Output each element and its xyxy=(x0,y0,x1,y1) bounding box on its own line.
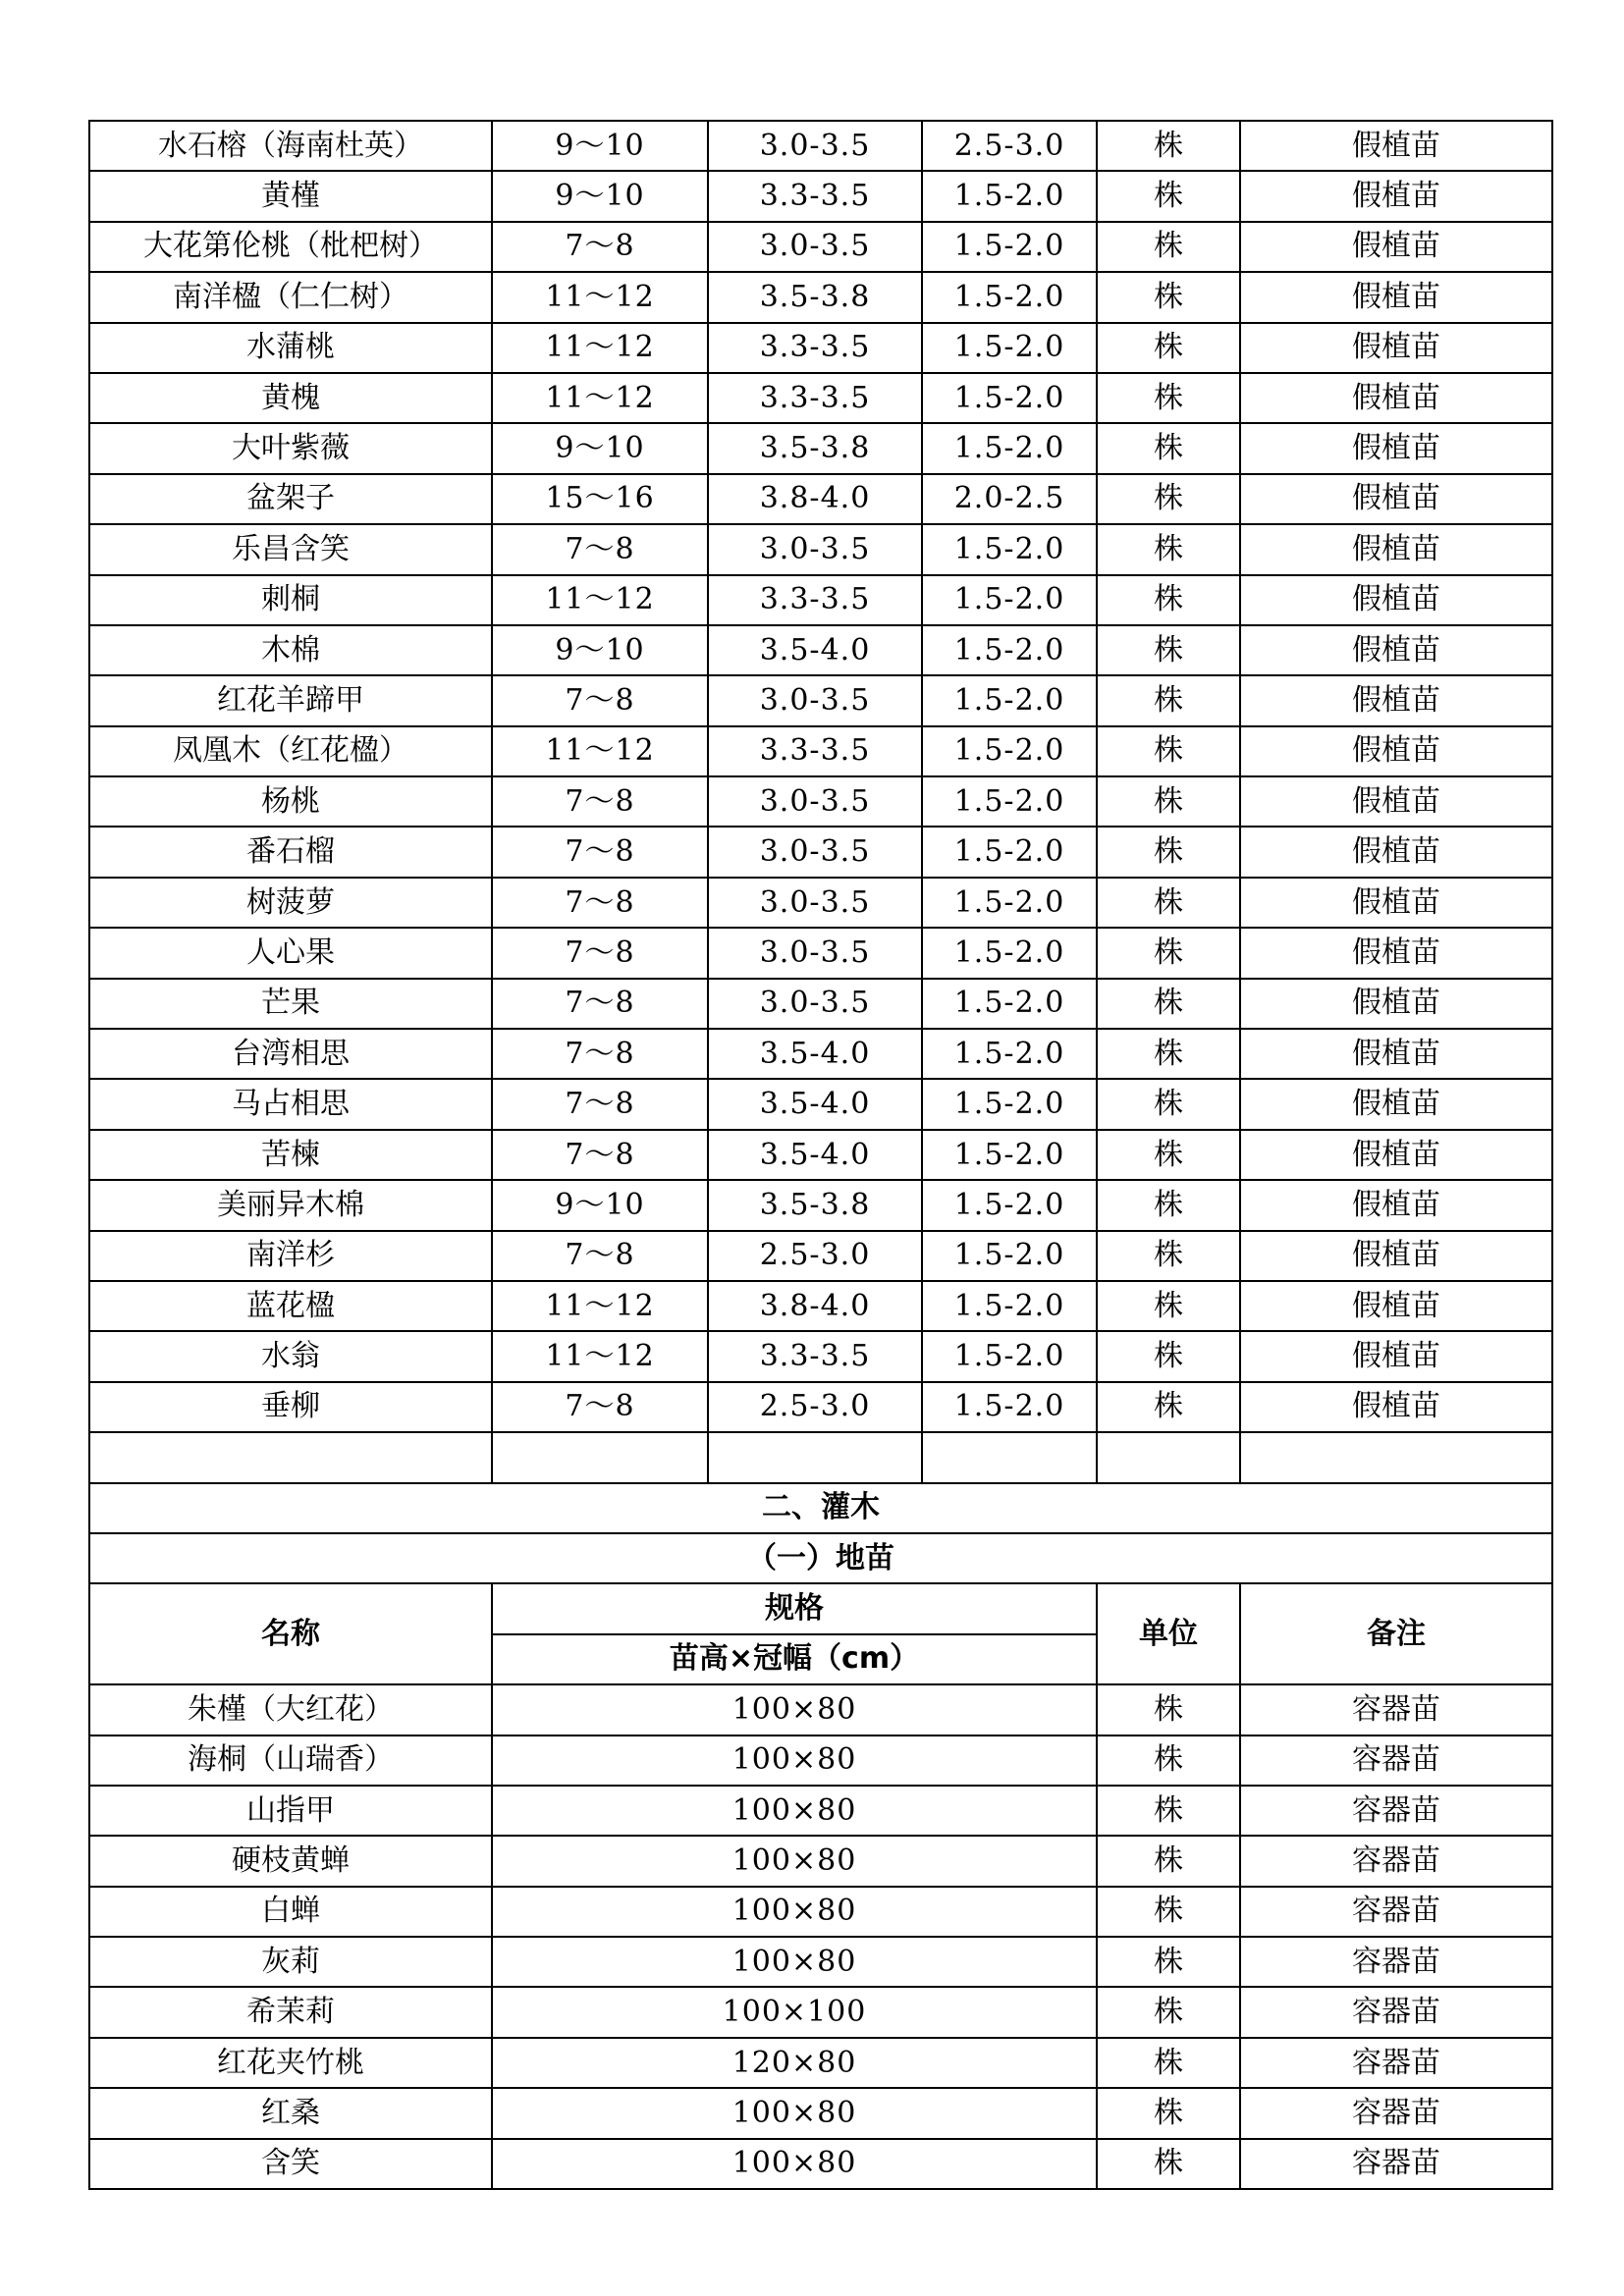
tree-row xyxy=(89,272,1552,322)
shrub-spec-cell: 100×80 xyxy=(492,2139,1097,2189)
tree-crown-cell: 1.5-2.0 xyxy=(922,827,1097,877)
tree-name-cell: 大叶紫薇 xyxy=(89,423,492,473)
shrub-unit-cell: 株 xyxy=(1097,2139,1240,2189)
tree-note-cell: 假植苗 xyxy=(1240,827,1552,877)
tree-diameter-cell: 7～8 xyxy=(492,1382,708,1432)
header-name: 名称 xyxy=(89,1583,492,1684)
shrub-header-row xyxy=(89,1583,1552,1633)
tree-crown-cell: 1.5-2.0 xyxy=(922,1180,1097,1230)
tree-unit-cell: 株 xyxy=(1097,625,1240,675)
tree-unit-cell: 株 xyxy=(1097,1079,1240,1129)
shrub-spec-cell: 120×80 xyxy=(492,2038,1097,2088)
header-spec-sub: 苗高×冠幅（cm） xyxy=(492,1634,1097,1684)
tree-diameter-cell: 7～8 xyxy=(492,928,708,978)
shrub-row xyxy=(89,1887,1552,1937)
tree-row xyxy=(89,1231,1552,1281)
shrub-row xyxy=(89,1735,1552,1786)
tree-diameter-cell: 9～10 xyxy=(492,121,708,171)
tree-name-cell: 苦楝 xyxy=(89,1130,492,1180)
tree-unit-cell: 株 xyxy=(1097,272,1240,322)
tree-row xyxy=(89,474,1552,524)
tree-note-cell: 假植苗 xyxy=(1240,524,1552,574)
tree-crown-cell: 1.5-2.0 xyxy=(922,1130,1097,1180)
shrub-row xyxy=(89,1836,1552,1886)
table-body xyxy=(89,121,1552,2189)
tree-diameter-cell: 7～8 xyxy=(492,222,708,272)
shrub-spec-cell: 100×80 xyxy=(492,1735,1097,1786)
subsection-row xyxy=(89,1533,1552,1583)
tree-diameter-cell: 7～8 xyxy=(492,1029,708,1079)
tree-row xyxy=(89,625,1552,675)
shrub-name-cell: 灰莉 xyxy=(89,1937,492,1987)
tree-name-cell: 树菠萝 xyxy=(89,878,492,928)
tree-name-cell: 人心果 xyxy=(89,928,492,978)
tree-unit-cell: 株 xyxy=(1097,222,1240,272)
tree-crown-cell: 1.5-2.0 xyxy=(922,373,1097,423)
tree-note-cell: 假植苗 xyxy=(1240,373,1552,423)
tree-height-cell: 3.3-3.5 xyxy=(708,575,922,625)
tree-note-cell: 假植苗 xyxy=(1240,575,1552,625)
tree-height-cell: 3.0-3.5 xyxy=(708,524,922,574)
tree-diameter-cell: 7～8 xyxy=(492,524,708,574)
tree-crown-cell: 1.5-2.0 xyxy=(922,272,1097,322)
tree-name-cell: 木棉 xyxy=(89,625,492,675)
tree-unit-cell: 株 xyxy=(1097,373,1240,423)
empty-row xyxy=(89,1432,1552,1482)
tree-height-cell: 3.5-4.0 xyxy=(708,1130,922,1180)
tree-diameter-cell: 7～8 xyxy=(492,1079,708,1129)
tree-height-cell: 3.8-4.0 xyxy=(708,1281,922,1331)
shrub-unit-cell: 株 xyxy=(1097,2038,1240,2088)
tree-note-cell: 假植苗 xyxy=(1240,979,1552,1029)
tree-height-cell: 3.5-4.0 xyxy=(708,625,922,675)
shrub-note-cell: 容器苗 xyxy=(1240,2139,1552,2189)
tree-crown-cell: 1.5-2.0 xyxy=(922,1382,1097,1432)
section-title: 二、灌木 xyxy=(89,1483,1552,1533)
tree-diameter-cell: 7～8 xyxy=(492,675,708,725)
shrub-spec-cell: 100×80 xyxy=(492,1887,1097,1937)
shrub-unit-cell: 株 xyxy=(1097,1987,1240,2037)
shrub-row xyxy=(89,2038,1552,2088)
tree-name-cell: 刺桐 xyxy=(89,575,492,625)
shrub-note-cell: 容器苗 xyxy=(1240,1836,1552,1886)
tree-crown-cell: 1.5-2.0 xyxy=(922,726,1097,776)
tree-height-cell: 3.3-3.5 xyxy=(708,726,922,776)
tree-row xyxy=(89,1029,1552,1079)
shrub-name-cell: 红花夹竹桃 xyxy=(89,2038,492,2088)
tree-unit-cell: 株 xyxy=(1097,827,1240,877)
tree-crown-cell: 1.5-2.0 xyxy=(922,222,1097,272)
tree-height-cell: 3.3-3.5 xyxy=(708,373,922,423)
tree-unit-cell: 株 xyxy=(1097,928,1240,978)
shrub-unit-cell: 株 xyxy=(1097,2088,1240,2138)
tree-crown-cell: 1.5-2.0 xyxy=(922,423,1097,473)
tree-diameter-cell: 11～12 xyxy=(492,1281,708,1331)
tree-note-cell: 假植苗 xyxy=(1240,878,1552,928)
tree-note-cell: 假植苗 xyxy=(1240,1079,1552,1129)
tree-unit-cell: 株 xyxy=(1097,878,1240,928)
tree-crown-cell: 1.5-2.0 xyxy=(922,1281,1097,1331)
shrub-unit-cell: 株 xyxy=(1097,1887,1240,1937)
tree-name-cell: 黄槿 xyxy=(89,171,492,221)
tree-diameter-cell: 7～8 xyxy=(492,776,708,827)
tree-row xyxy=(89,121,1552,171)
tree-note-cell: 假植苗 xyxy=(1240,171,1552,221)
shrub-row xyxy=(89,1937,1552,1987)
shrub-spec-cell: 100×80 xyxy=(492,1937,1097,1987)
empty-cell xyxy=(89,1432,492,1482)
tree-unit-cell: 株 xyxy=(1097,423,1240,473)
shrub-note-cell: 容器苗 xyxy=(1240,2088,1552,2138)
tree-note-cell: 假植苗 xyxy=(1240,1331,1552,1381)
tree-name-cell: 马占相思 xyxy=(89,1079,492,1129)
tree-unit-cell: 株 xyxy=(1097,524,1240,574)
tree-row xyxy=(89,1331,1552,1381)
tree-height-cell: 3.3-3.5 xyxy=(708,323,922,373)
tree-name-cell: 南洋杉 xyxy=(89,1231,492,1281)
tree-row xyxy=(89,1130,1552,1180)
shrub-name-cell: 含笑 xyxy=(89,2139,492,2189)
tree-diameter-cell: 7～8 xyxy=(492,1231,708,1281)
tree-diameter-cell: 9～10 xyxy=(492,171,708,221)
tree-height-cell: 3.0-3.5 xyxy=(708,928,922,978)
tree-note-cell: 假植苗 xyxy=(1240,776,1552,827)
tree-name-cell: 红花羊蹄甲 xyxy=(89,675,492,725)
tree-diameter-cell: 11～12 xyxy=(492,726,708,776)
shrub-row xyxy=(89,1684,1552,1735)
tree-diameter-cell: 9～10 xyxy=(492,625,708,675)
empty-cell xyxy=(922,1432,1097,1482)
tree-crown-cell: 1.5-2.0 xyxy=(922,1079,1097,1129)
tree-row xyxy=(89,675,1552,725)
shrub-spec-cell: 100×100 xyxy=(492,1987,1097,2037)
tree-row xyxy=(89,575,1552,625)
shrub-note-cell: 容器苗 xyxy=(1240,2038,1552,2088)
tree-name-cell: 杨桃 xyxy=(89,776,492,827)
tree-diameter-cell: 9～10 xyxy=(492,423,708,473)
tree-name-cell: 水石榕（海南杜英） xyxy=(89,121,492,171)
tree-note-cell: 假植苗 xyxy=(1240,272,1552,322)
tree-height-cell: 3.0-3.5 xyxy=(708,776,922,827)
tree-height-cell: 3.5-3.8 xyxy=(708,1180,922,1230)
tree-note-cell: 假植苗 xyxy=(1240,474,1552,524)
tree-height-cell: 3.0-3.5 xyxy=(708,222,922,272)
tree-height-cell: 3.5-3.8 xyxy=(708,272,922,322)
shrub-unit-cell: 株 xyxy=(1097,1735,1240,1786)
tree-note-cell: 假植苗 xyxy=(1240,1130,1552,1180)
shrub-note-cell: 容器苗 xyxy=(1240,1987,1552,2037)
tree-crown-cell: 1.5-2.0 xyxy=(922,575,1097,625)
tree-name-cell: 乐昌含笑 xyxy=(89,524,492,574)
tree-row xyxy=(89,373,1552,423)
tree-height-cell: 3.0-3.5 xyxy=(708,827,922,877)
header-note: 备注 xyxy=(1240,1583,1552,1684)
tree-height-cell: 3.5-4.0 xyxy=(708,1079,922,1129)
tree-height-cell: 2.5-3.0 xyxy=(708,1382,922,1432)
shrub-name-cell: 山指甲 xyxy=(89,1786,492,1836)
tree-row xyxy=(89,1180,1552,1230)
tree-crown-cell: 1.5-2.0 xyxy=(922,625,1097,675)
tree-crown-cell: 1.5-2.0 xyxy=(922,878,1097,928)
tree-diameter-cell: 11～12 xyxy=(492,373,708,423)
tree-unit-cell: 株 xyxy=(1097,675,1240,725)
tree-crown-cell: 2.5-3.0 xyxy=(922,121,1097,171)
shrub-note-cell: 容器苗 xyxy=(1240,1887,1552,1937)
shrub-name-cell: 红桑 xyxy=(89,2088,492,2138)
tree-note-cell: 假植苗 xyxy=(1240,1180,1552,1230)
tree-height-cell: 3.0-3.5 xyxy=(708,675,922,725)
shrub-unit-cell: 株 xyxy=(1097,1684,1240,1735)
tree-diameter-cell: 11～12 xyxy=(492,575,708,625)
tree-crown-cell: 1.5-2.0 xyxy=(922,1029,1097,1079)
tree-unit-cell: 株 xyxy=(1097,575,1240,625)
tree-crown-cell: 1.5-2.0 xyxy=(922,776,1097,827)
tree-row xyxy=(89,726,1552,776)
shrub-name-cell: 海桐（山瑞香） xyxy=(89,1735,492,1786)
tree-note-cell: 假植苗 xyxy=(1240,423,1552,473)
tree-row xyxy=(89,928,1552,978)
shrub-row xyxy=(89,1786,1552,1836)
tree-name-cell: 大花第伦桃（枇杷树） xyxy=(89,222,492,272)
tree-row xyxy=(89,222,1552,272)
shrub-unit-cell: 株 xyxy=(1097,1786,1240,1836)
tree-unit-cell: 株 xyxy=(1097,979,1240,1029)
tree-unit-cell: 株 xyxy=(1097,1180,1240,1230)
shrub-row xyxy=(89,2139,1552,2189)
header-unit: 单位 xyxy=(1097,1583,1240,1684)
plant-table xyxy=(88,120,1553,2190)
tree-unit-cell: 株 xyxy=(1097,1331,1240,1381)
shrub-spec-cell: 100×80 xyxy=(492,1836,1097,1886)
tree-row xyxy=(89,423,1552,473)
tree-name-cell: 台湾相思 xyxy=(89,1029,492,1079)
tree-crown-cell: 1.5-2.0 xyxy=(922,928,1097,978)
tree-name-cell: 南洋楹（仁仁树） xyxy=(89,272,492,322)
tree-name-cell: 芒果 xyxy=(89,979,492,1029)
shrub-note-cell: 容器苗 xyxy=(1240,1684,1552,1735)
tree-unit-cell: 株 xyxy=(1097,1029,1240,1079)
tree-row xyxy=(89,1281,1552,1331)
shrub-unit-cell: 株 xyxy=(1097,1836,1240,1886)
tree-name-cell: 水翁 xyxy=(89,1331,492,1381)
tree-crown-cell: 2.0-2.5 xyxy=(922,474,1097,524)
tree-height-cell: 3.8-4.0 xyxy=(708,474,922,524)
tree-height-cell: 3.0-3.5 xyxy=(708,121,922,171)
tree-crown-cell: 1.5-2.0 xyxy=(922,1331,1097,1381)
tree-note-cell: 假植苗 xyxy=(1240,1281,1552,1331)
tree-name-cell: 垂柳 xyxy=(89,1382,492,1432)
shrub-note-cell: 容器苗 xyxy=(1240,1786,1552,1836)
tree-diameter-cell: 7～8 xyxy=(492,878,708,928)
shrub-row xyxy=(89,2088,1552,2138)
shrub-note-cell: 容器苗 xyxy=(1240,1937,1552,1987)
empty-cell xyxy=(1097,1432,1240,1482)
section-row xyxy=(89,1483,1552,1533)
tree-row xyxy=(89,776,1552,827)
shrub-name-cell: 朱槿（大红花） xyxy=(89,1684,492,1735)
shrub-spec-cell: 100×80 xyxy=(492,2088,1097,2138)
shrub-unit-cell: 株 xyxy=(1097,1937,1240,1987)
tree-unit-cell: 株 xyxy=(1097,1231,1240,1281)
shrub-name-cell: 白蝉 xyxy=(89,1887,492,1937)
tree-row xyxy=(89,1079,1552,1129)
tree-unit-cell: 株 xyxy=(1097,1281,1240,1331)
subsection-title: （一）地苗 xyxy=(89,1533,1552,1583)
tree-diameter-cell: 9～10 xyxy=(492,1180,708,1230)
tree-name-cell: 凤凰木（红花楹） xyxy=(89,726,492,776)
tree-unit-cell: 株 xyxy=(1097,1382,1240,1432)
tree-row xyxy=(89,323,1552,373)
tree-unit-cell: 株 xyxy=(1097,121,1240,171)
tree-note-cell: 假植苗 xyxy=(1240,222,1552,272)
empty-cell xyxy=(492,1432,708,1482)
tree-row xyxy=(89,524,1552,574)
tree-name-cell: 美丽异木棉 xyxy=(89,1180,492,1230)
shrub-row xyxy=(89,1987,1552,2037)
tree-row xyxy=(89,878,1552,928)
tree-row xyxy=(89,827,1552,877)
tree-note-cell: 假植苗 xyxy=(1240,928,1552,978)
tree-unit-cell: 株 xyxy=(1097,776,1240,827)
shrub-spec-cell: 100×80 xyxy=(492,1786,1097,1836)
tree-diameter-cell: 7～8 xyxy=(492,1130,708,1180)
tree-crown-cell: 1.5-2.0 xyxy=(922,1231,1097,1281)
tree-height-cell: 3.0-3.5 xyxy=(708,979,922,1029)
tree-unit-cell: 株 xyxy=(1097,171,1240,221)
tree-diameter-cell: 15～16 xyxy=(492,474,708,524)
tree-crown-cell: 1.5-2.0 xyxy=(922,524,1097,574)
tree-height-cell: 3.0-3.5 xyxy=(708,878,922,928)
tree-height-cell: 2.5-3.0 xyxy=(708,1231,922,1281)
tree-crown-cell: 1.5-2.0 xyxy=(922,979,1097,1029)
tree-note-cell: 假植苗 xyxy=(1240,726,1552,776)
tree-name-cell: 盆架子 xyxy=(89,474,492,524)
tree-unit-cell: 株 xyxy=(1097,323,1240,373)
header-spec: 规格 xyxy=(492,1583,1097,1633)
tree-note-cell: 假植苗 xyxy=(1240,323,1552,373)
tree-height-cell: 3.3-3.5 xyxy=(708,1331,922,1381)
shrub-name-cell: 硬枝黄蝉 xyxy=(89,1836,492,1886)
tree-note-cell: 假植苗 xyxy=(1240,121,1552,171)
tree-note-cell: 假植苗 xyxy=(1240,625,1552,675)
tree-name-cell: 水蒲桃 xyxy=(89,323,492,373)
tree-unit-cell: 株 xyxy=(1097,1130,1240,1180)
tree-unit-cell: 株 xyxy=(1097,474,1240,524)
empty-cell xyxy=(1240,1432,1552,1482)
tree-diameter-cell: 7～8 xyxy=(492,827,708,877)
tree-height-cell: 3.5-4.0 xyxy=(708,1029,922,1079)
tree-diameter-cell: 11～12 xyxy=(492,272,708,322)
tree-name-cell: 蓝花楹 xyxy=(89,1281,492,1331)
tree-row xyxy=(89,1382,1552,1432)
tree-row xyxy=(89,979,1552,1029)
tree-unit-cell: 株 xyxy=(1097,726,1240,776)
shrub-spec-cell: 100×80 xyxy=(492,1684,1097,1735)
tree-crown-cell: 1.5-2.0 xyxy=(922,675,1097,725)
tree-height-cell: 3.5-3.8 xyxy=(708,423,922,473)
tree-diameter-cell: 11～12 xyxy=(492,1331,708,1381)
tree-name-cell: 黄槐 xyxy=(89,373,492,423)
tree-crown-cell: 1.5-2.0 xyxy=(922,171,1097,221)
tree-note-cell: 假植苗 xyxy=(1240,1029,1552,1079)
tree-note-cell: 假植苗 xyxy=(1240,675,1552,725)
tree-crown-cell: 1.5-2.0 xyxy=(922,323,1097,373)
tree-note-cell: 假植苗 xyxy=(1240,1382,1552,1432)
tree-note-cell: 假植苗 xyxy=(1240,1231,1552,1281)
shrub-note-cell: 容器苗 xyxy=(1240,1735,1552,1786)
empty-cell xyxy=(708,1432,922,1482)
shrub-name-cell: 希茉莉 xyxy=(89,1987,492,2037)
tree-diameter-cell: 11～12 xyxy=(492,323,708,373)
tree-diameter-cell: 7～8 xyxy=(492,979,708,1029)
tree-name-cell: 番石榴 xyxy=(89,827,492,877)
tree-height-cell: 3.3-3.5 xyxy=(708,171,922,221)
tree-row xyxy=(89,171,1552,221)
